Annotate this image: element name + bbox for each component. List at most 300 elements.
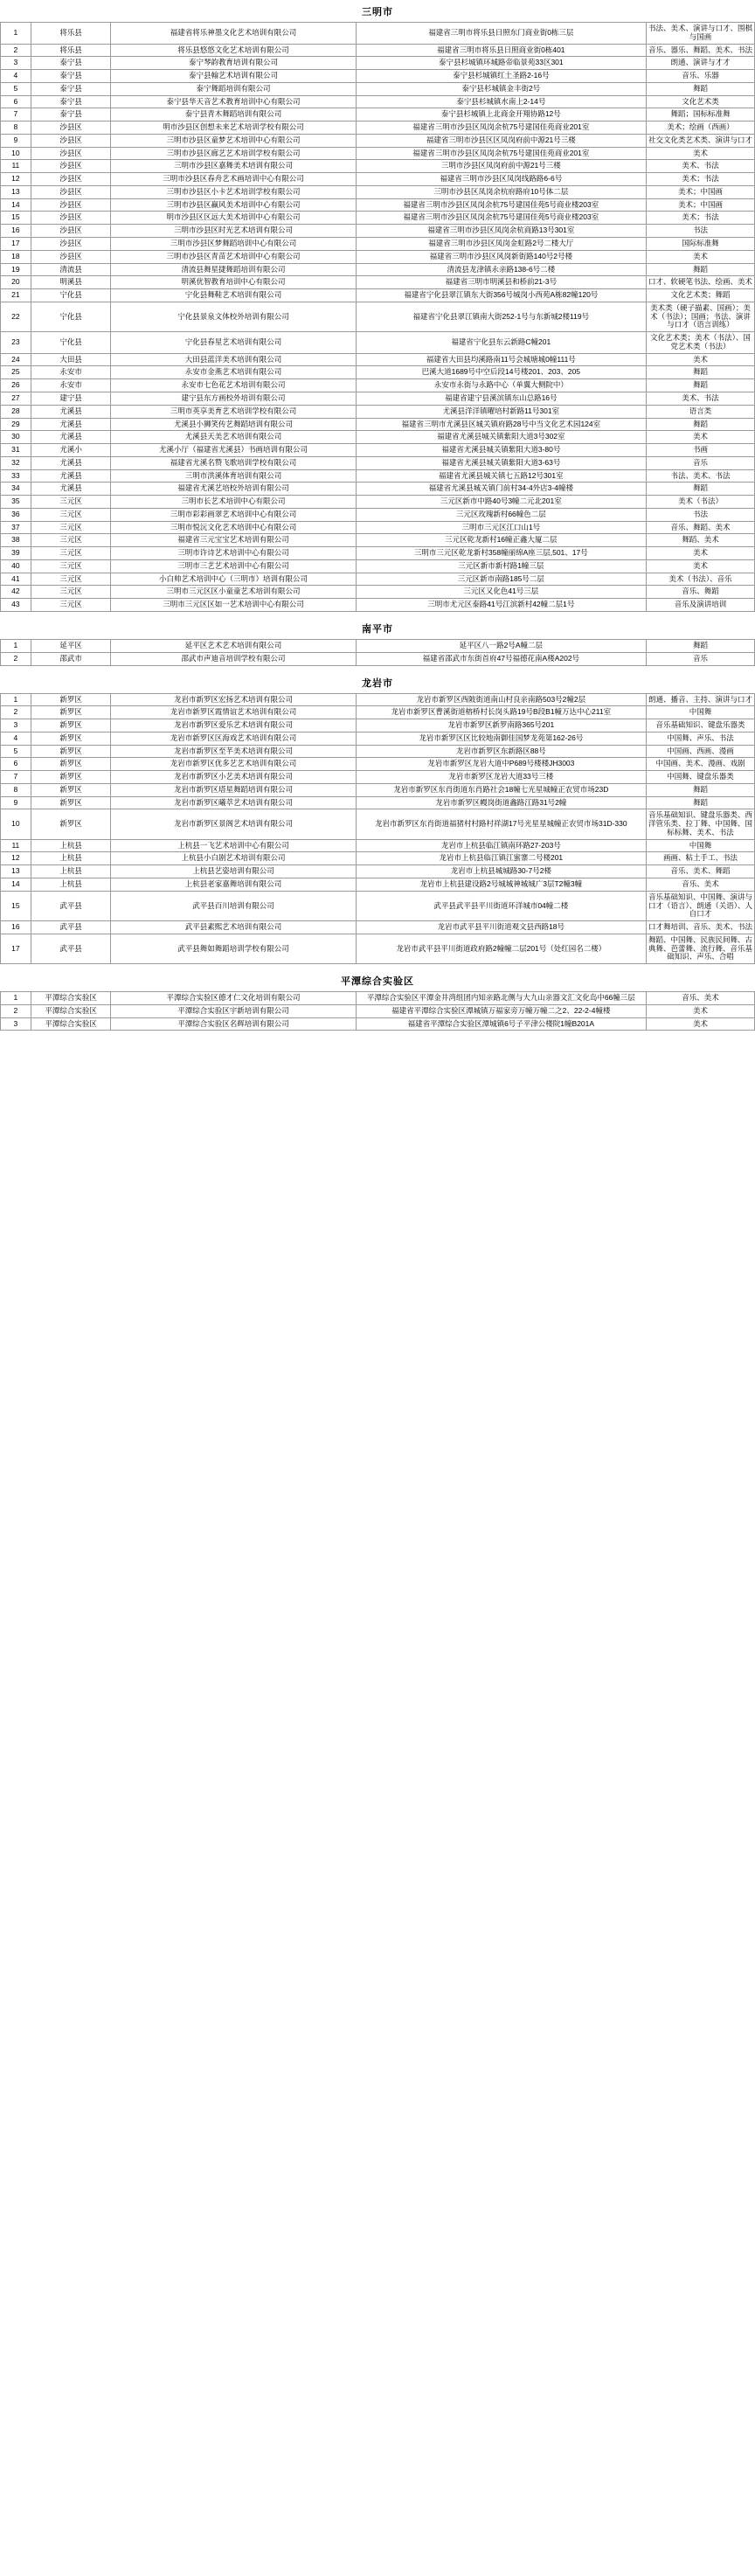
table-cell: 三元区新市新村路1幢三层 [356, 559, 646, 573]
table-cell: 6 [1, 95, 31, 108]
table-cell: 巴溪大道1689号中空后段14号楼201、203、205 [356, 366, 646, 379]
table-cell: 武平县舞如舞蹈培训学校有限公司 [111, 934, 356, 963]
table-cell: 13 [1, 185, 31, 198]
table-cell: 建宁县东方画校外培训有限公司 [111, 392, 356, 405]
table-cell: 尤溪县洋洋镇曜培村新路11号301室 [356, 405, 646, 418]
table-cell: 美术 [646, 547, 754, 560]
table-cell: 龙岩市上杭县城城路30-7号2楼 [356, 865, 646, 878]
table-cell: 6 [1, 758, 31, 771]
table-cell: 泰宁县 [31, 82, 111, 95]
table-cell: 文化艺术类；舞蹈 [646, 289, 754, 302]
institution-table [0, 22, 755, 612]
table-cell: 书法 [646, 225, 754, 238]
table-cell: 32 [1, 456, 31, 469]
table-cell: 新罗区 [31, 783, 111, 796]
table-cell: 三元区 [31, 586, 111, 599]
table-cell: 上杭县小白剧艺术培训有限公司 [111, 852, 356, 865]
table-cell: 尤溪县 [31, 431, 111, 444]
table-cell: 永安市七色花艺术培训有限公司 [111, 379, 356, 392]
table-cell: 3 [1, 719, 31, 733]
table-cell: 16 [1, 225, 31, 238]
table-row [1, 431, 755, 444]
table-row [1, 771, 755, 784]
table-cell: 语言类 [646, 405, 754, 418]
table-cell: 2 [1, 44, 31, 57]
table-cell: 三明市三元区区小童童艺术培训有限公司 [111, 586, 356, 599]
table-cell: 14 [1, 198, 31, 212]
table-cell: 三明市三元区乾龙新村358幢丽绵A座三层,501、17号 [356, 547, 646, 560]
table-cell: 泰宁县杉城镇红土圣路2-16号 [356, 70, 646, 83]
table-cell: 舞蹈；国标标准舞 [646, 108, 754, 122]
table-cell: 美术；绘画（西画） [646, 122, 754, 135]
table-cell: 文化艺术类 [646, 95, 754, 108]
table-cell: 16 [1, 921, 31, 934]
table-cell: 5 [1, 82, 31, 95]
table-cell: 上杭县 [31, 839, 111, 852]
table-cell: 三元区 [31, 508, 111, 521]
table-cell: 龙岩市新罗区龙岩大道33号三楼 [356, 771, 646, 784]
table-cell: 邵武市声迪音培训学校有限公司 [111, 652, 356, 665]
table-cell: 7 [1, 771, 31, 784]
table-row [1, 392, 755, 405]
table-cell: 龙岩市武平县平川街道观文县西路18号 [356, 921, 646, 934]
table-cell: 沙县区 [31, 238, 111, 251]
section-title: 平潭综合实验区 [341, 976, 414, 988]
document-page [0, 0, 755, 1031]
table-cell: 沙县区 [31, 225, 111, 238]
table-row [1, 444, 755, 457]
table-cell: 舞蹈 [646, 418, 754, 431]
table-cell: 三明市三元区区如一艺术培训中心有限公司 [111, 599, 356, 612]
table-cell: 上杭县 [31, 852, 111, 865]
section [0, 617, 755, 666]
table-cell: 延平区艺术艺术培训有限公司 [111, 639, 356, 652]
table-cell: 永安市 [31, 366, 111, 379]
table-cell: 20 [1, 276, 31, 289]
table-cell: 明溪县 [31, 276, 111, 289]
section [0, 671, 755, 965]
table-cell: 12 [1, 173, 31, 186]
section [0, 969, 755, 1031]
table-cell: 平潭综合实验区宇新培训有限公司 [111, 1004, 356, 1017]
table-cell: 39 [1, 547, 31, 560]
table-cell: 33 [1, 469, 31, 483]
table-cell: 福建省三明市沙县区风岗新街路140号2号楼 [356, 250, 646, 263]
table-row [1, 852, 755, 865]
table-cell: 34 [1, 483, 31, 496]
table-cell: 永安市永街与永路中心（单翼大侧院中） [356, 379, 646, 392]
table-cell: 40 [1, 559, 31, 573]
table-cell: 8 [1, 122, 31, 135]
table-cell: 泰宁县 [31, 108, 111, 122]
table-cell: 福建省尤溪名赞飞歌培训学校有限公司 [111, 456, 356, 469]
table-cell: 龙岩市新罗区龙岩大道中P689号楼楼JH3003 [356, 758, 646, 771]
table-cell: 武平县百川培训有限公司 [111, 891, 356, 920]
table-cell: 尤溪县 [31, 483, 111, 496]
table-cell: 三明市沙县区小卡艺术培训学校有限公司 [111, 185, 356, 198]
table-cell: 舞蹈 [646, 639, 754, 652]
table-cell: 明市沙县区创想未来艺术培训学校有限公司 [111, 122, 356, 135]
table-cell: 福建省建宁县溪滨镇东山总路16号 [356, 392, 646, 405]
table-cell: 沙县区 [31, 122, 111, 135]
table-cell: 沙县区 [31, 250, 111, 263]
table-cell: 福建省三明市沙县区凤岗金虹路2号二楼大厅 [356, 238, 646, 251]
table-cell: 5 [1, 745, 31, 758]
table-cell: 17 [1, 238, 31, 251]
table-row [1, 405, 755, 418]
table-cell: 福建省将乐神墨文化艺术培训有限公司 [111, 23, 356, 45]
table-cell: 福建省三明市沙县区凤岗余杭商路13号301室 [356, 225, 646, 238]
table-cell: 泰宁琴韵教育培训有限公司 [111, 57, 356, 70]
table-row [1, 1004, 755, 1017]
table-cell: 三元区又化色41号三层 [356, 586, 646, 599]
table-cell: 龙岩市新罗区小艺美术培训有限公司 [111, 771, 356, 784]
table-cell: 音乐基础知识、键盘乐器类、西洋管乐类、拉丁舞、中国舞、国标标舞、美术、书法 [646, 809, 754, 839]
table-cell: 三明市沙县区时光艺术培训有限公司 [111, 225, 356, 238]
table-cell: 书法 [646, 508, 754, 521]
table-row [1, 732, 755, 745]
table-cell: 1 [1, 992, 31, 1005]
table-cell: 龙岩市上杭县建设路2号城城神城城广3层T2幢3幢 [356, 878, 646, 892]
table-cell: 三明市沙县区春舟艺术画培训中心有限公司 [111, 173, 356, 186]
table-cell: 三明市沙县区凤岗余杭府路府10号体二层 [356, 185, 646, 198]
table-cell: 上杭县老家嘉舞培训有限公司 [111, 878, 356, 892]
table-row [1, 276, 755, 289]
table-cell: 国际标准舞 [646, 238, 754, 251]
table-cell: 画画、粘土手工、书法 [646, 852, 754, 865]
table-cell: 书法、美术、书法 [646, 469, 754, 483]
table-cell: 清流县舞星捷舞蹈培训有限公司 [111, 263, 356, 276]
table-cell: 福建省尤溪县城关镇紫阳大道3号302室 [356, 431, 646, 444]
table-cell: 清流县 [31, 263, 111, 276]
table-cell: 沙县区 [31, 134, 111, 147]
table-cell: 武平县 [31, 921, 111, 934]
table-cell: 沙县区 [31, 147, 111, 160]
table-cell: 尤溪县 [31, 456, 111, 469]
table-cell: 社交文化类艺术类、演讲与口才 [646, 134, 754, 147]
table-cell: 31 [1, 444, 31, 457]
table-row [1, 23, 755, 45]
table-row [1, 263, 755, 276]
table-cell: 三明市悦沅文化艺术培训中心有限公司 [111, 521, 356, 534]
table-cell: 三明市三艺艺术培训中心有限公司 [111, 559, 356, 573]
table-cell: 3 [1, 1017, 31, 1031]
table-cell: 10 [1, 147, 31, 160]
table-cell: 上杭县艺姿培训有限公司 [111, 865, 356, 878]
table-cell: 舞蹈 [646, 263, 754, 276]
table-cell: 延平区 [31, 639, 111, 652]
table-cell: 书法、美术、演讲与口才、围棋与国画 [646, 23, 754, 45]
table-cell: 1 [1, 23, 31, 45]
table-cell: 新罗区 [31, 809, 111, 839]
table-cell: 尤溪小 [31, 444, 111, 457]
table-cell: 中国舞 [646, 706, 754, 719]
table-cell: 22 [1, 302, 31, 331]
table-cell: 舞蹈、中国舞、民族民间舞、古典舞、芭蕾舞、流行舞、音乐基础知识、声乐、合唱 [646, 934, 754, 963]
table-cell: 4 [1, 70, 31, 83]
table-cell: 9 [1, 134, 31, 147]
table-row [1, 639, 755, 652]
table-row [1, 44, 755, 57]
table-cell: 14 [1, 878, 31, 892]
table-cell: 中国画、美术、漫画、戏剧 [646, 758, 754, 771]
table-cell: 龙岩市新罗区优多艺艺术培训有限公司 [111, 758, 356, 771]
table-cell: 宁化县春星艺术培训有限公司 [111, 332, 356, 354]
table-cell: 美术 [646, 1004, 754, 1017]
table-cell: 福建省三明市沙县区凤岗余杭75号建国佳苑5号商业楼203室 [356, 212, 646, 225]
table-cell: 上杭县 [31, 865, 111, 878]
table-cell: 43 [1, 599, 31, 612]
table-cell: 永安市 [31, 379, 111, 392]
section [0, 0, 755, 612]
table-cell: 龙岩市新罗区东新路区88号 [356, 745, 646, 758]
table-cell: 龙岩市新罗区景阁艺术培训有限公司 [111, 809, 356, 839]
table-cell: 美术 [646, 431, 754, 444]
table-cell: 新罗区 [31, 745, 111, 758]
table-cell: 三明市沙县区凤岗府前中源21号三楼 [356, 160, 646, 173]
table-cell: 音乐及演讲培训 [646, 599, 754, 612]
table-cell: 三元区玫瑰新村66幢色二层 [356, 508, 646, 521]
table-row [1, 496, 755, 509]
table-row [1, 559, 755, 573]
table-row [1, 250, 755, 263]
table-cell: 37 [1, 521, 31, 534]
table-cell: 音乐、美术 [646, 878, 754, 892]
table-cell: 新罗区 [31, 719, 111, 733]
table-cell: 三明市许诗艺术培训中心有限公司 [111, 547, 356, 560]
table-cell: 建宁县 [31, 392, 111, 405]
table-cell: 18 [1, 250, 31, 263]
table-cell: 舞蹈 [646, 783, 754, 796]
sections-container [0, 0, 755, 1031]
table-cell: 武平县武平县平川街道环洋城市04幢二楼 [356, 891, 646, 920]
table-cell: 音乐 [646, 652, 754, 665]
table-cell: 福建省三明市将乐县日照商业街0栋401 [356, 44, 646, 57]
table-cell: 福建省平潭综合实验区潭城镇万福家旁万幢万幢二之2、22-2-4幢楼 [356, 1004, 646, 1017]
table-cell: 三明市英享美育艺术培训学校有限公司 [111, 405, 356, 418]
table-cell: 泰宁县杉城镇环城路帝临景苑33区301 [356, 57, 646, 70]
table-cell: 龙岩市新罗区东肖街道东肖路社会18幢七光星城幢正农贸市场23D [356, 783, 646, 796]
table-cell: 小白帅艺术培训中心（三明市）培训有限公司 [111, 573, 356, 586]
table-cell: 新罗区 [31, 732, 111, 745]
table-cell: 美术；中国画 [646, 198, 754, 212]
table-cell: 42 [1, 586, 31, 599]
table-cell: 2 [1, 1004, 31, 1017]
table-cell: 龙岩市新罗区爱乐艺术培训有限公司 [111, 719, 356, 733]
table-cell: 音乐、舞蹈、美术 [646, 521, 754, 534]
table-cell: 美术；书法 [646, 173, 754, 186]
table-cell: 11 [1, 839, 31, 852]
table-cell: 三明市沙县区梦舞蹈培训中心有限公司 [111, 238, 356, 251]
table-row [1, 185, 755, 198]
table-cell: 中国画、西画、漫画 [646, 745, 754, 758]
table-row [1, 469, 755, 483]
table-cell: 泰宁县杉城镇上北商金开翔协路12号 [356, 108, 646, 122]
table-row [1, 238, 755, 251]
table-cell: 美术、书法 [646, 160, 754, 173]
table-cell: 音乐、舞蹈 [646, 586, 754, 599]
table-cell: 27 [1, 392, 31, 405]
table-cell: 明市沙县区区远大美术培训中心有限公司 [111, 212, 356, 225]
table-cell: 新罗区 [31, 771, 111, 784]
table-cell: 永安市金燕艺术培训有限公司 [111, 366, 356, 379]
table-row [1, 57, 755, 70]
table-cell: 尤溪县天美艺术培训有限公司 [111, 431, 356, 444]
table-cell: 28 [1, 405, 31, 418]
table-cell: 龙岩市新罗区新罗南路365号201 [356, 719, 646, 733]
table-cell: 宁化县 [31, 302, 111, 331]
table-cell: 福建省尤溪艺培校外培训有限公司 [111, 483, 356, 496]
table-cell: 龙岩市上杭县临江镇江蜜寨二号楼201 [356, 852, 646, 865]
table-row [1, 82, 755, 95]
table-cell: 12 [1, 852, 31, 865]
table-row [1, 586, 755, 599]
table-row [1, 108, 755, 122]
table-cell: 延平区八一路2号A幢二层 [356, 639, 646, 652]
table-row [1, 745, 755, 758]
table-cell: 平潭综合实验区 [31, 992, 111, 1005]
table-cell: 24 [1, 353, 31, 366]
table-cell: 音乐、器乐、舞蹈、美术、书法 [646, 44, 754, 57]
section-title: 三明市 [362, 7, 393, 17]
table-row [1, 992, 755, 1005]
table-cell: 武平县素熙艺术培训有限公司 [111, 921, 356, 934]
table-cell: 平潭综合实验区平潭金井湾组团内知亲路北侧与大九山亲器文汇文化岛中66幢三层 [356, 992, 646, 1005]
table-cell: 福建省大田县均溪路南11号会城塘城0幢111号 [356, 353, 646, 366]
table-cell: 美术类（硬子描素、国画）；美术（书法）；国画；书法、演讲与口才（语言训练） [646, 302, 754, 331]
table-row [1, 878, 755, 892]
table-row [1, 547, 755, 560]
table-row [1, 783, 755, 796]
table-row [1, 934, 755, 963]
table-cell: 10 [1, 809, 31, 839]
table-cell: 平潭综合实验区德才仁文化培训有限公司 [111, 992, 356, 1005]
table-row [1, 70, 755, 83]
table-cell: 音乐、美术、舞蹈 [646, 865, 754, 878]
table-cell: 邵武市 [31, 652, 111, 665]
table-cell: 明溪优智教育培训中心有限公司 [111, 276, 356, 289]
table-cell: 沙县区 [31, 198, 111, 212]
table-cell: 中国舞、声乐、书法 [646, 732, 754, 745]
section-title: 南平市 [362, 623, 393, 635]
table-cell: 7 [1, 108, 31, 122]
table-cell: 三元区 [31, 547, 111, 560]
institution-table [0, 693, 755, 965]
table-cell: 音乐、美术 [646, 992, 754, 1005]
table-cell: 福建省尤溪县城关镇门前村34-4外店3-4幢楼 [356, 483, 646, 496]
table-cell: 舞蹈 [646, 483, 754, 496]
table-cell: 宁化县舞鞋艺术培训有限公司 [111, 289, 356, 302]
table-cell: 平潭综合实验区 [31, 1004, 111, 1017]
table-cell: 美术（书法） [646, 496, 754, 509]
table-row [1, 456, 755, 469]
table-row [1, 418, 755, 431]
table-cell: 美术；中国画 [646, 185, 754, 198]
table-cell: 龙岩市新罗区至芊美术培训有限公司 [111, 745, 356, 758]
table-cell: 清流县龙津镇永亲路138-6号二楼 [356, 263, 646, 276]
table-cell: 三明市沙县区青苗艺术培训中心有限公司 [111, 250, 356, 263]
table-cell: 35 [1, 496, 31, 509]
table-cell: 美术（书法）、音乐 [646, 573, 754, 586]
institution-table [0, 991, 755, 1031]
table-cell: 平潭综合实验区名辉培训有限公司 [111, 1017, 356, 1031]
table-cell: 尤溪县小狮笑传艺舞蹈培训有限公司 [111, 418, 356, 431]
table-cell: 新罗区 [31, 796, 111, 809]
table-row [1, 865, 755, 878]
table-cell: 泰宁县杉城镇水南上2-14号 [356, 95, 646, 108]
table-cell: 上杭县一飞艺术培训中心有限公司 [111, 839, 356, 852]
table-row [1, 758, 755, 771]
table-cell: 3 [1, 57, 31, 70]
table-cell: 泰宁县华天音艺术教育培训中心有限公司 [111, 95, 356, 108]
table-row [1, 198, 755, 212]
table-row [1, 302, 755, 331]
table-cell: 三明市沙县区赢风美术培训中心有限公司 [111, 198, 356, 212]
table-row [1, 693, 755, 706]
table-cell: 音乐 [646, 456, 754, 469]
table-cell: 新罗区 [31, 758, 111, 771]
table-cell: 福建省三元宝宝艺术培训有限公司 [111, 534, 356, 547]
table-row [1, 534, 755, 547]
table-row [1, 521, 755, 534]
table-cell: 美术 [646, 559, 754, 573]
table-cell: 朗通、播音、主持、演讲与口才 [646, 693, 754, 706]
table-cell: 龙岩市新罗区曹溪街道榕桥村长岗头路19号B段B1幢万达中心211室 [356, 706, 646, 719]
table-cell: 中国舞 [646, 839, 754, 852]
section-title: 龙岩市 [362, 677, 393, 689]
table-cell: 福建省宁化县东云新路C幢201 [356, 332, 646, 354]
table-cell: 龙岩市新罗区曦萃艺术培训有限公司 [111, 796, 356, 809]
table-cell: 音乐基础知识、键盘乐器类 [646, 719, 754, 733]
table-cell: 美术 [646, 353, 754, 366]
table-cell: 泰宁县 [31, 95, 111, 108]
table-cell: 龙岩市新罗区东肖街道福猪村村路村祥湖17号光星星城幢正农贸市场31D-330 [356, 809, 646, 839]
table-cell: 龙岩市武平县平川街道政府路2幢幢二层201号（处红园名二楼） [356, 934, 646, 963]
table-cell: 三元区 [31, 521, 111, 534]
table-cell: 美术、书法 [646, 392, 754, 405]
table-cell: 龙岩市新罗区幔岗街道鑫路江路31号2幢 [356, 796, 646, 809]
table-cell: 美术；书法 [646, 212, 754, 225]
table-cell: 9 [1, 796, 31, 809]
table-cell: 朗通、演讲与才才 [646, 57, 754, 70]
table-cell: 福建省尤溪县城关镇紫阳大道3-63号 [356, 456, 646, 469]
table-cell: 福建省邵武市东街首府47号福德花南A楼A202号 [356, 652, 646, 665]
table-cell: 尤溪小厅（福建省尤溪县）书画培训有限公司 [111, 444, 356, 457]
table-cell: 新罗区 [31, 706, 111, 719]
table-cell: 19 [1, 263, 31, 276]
table-cell: 福建省三明市沙县区凤岗余杭75号建国佳苑5号商业楼203室 [356, 198, 646, 212]
table-cell: 三元区 [31, 496, 111, 509]
table-row [1, 1017, 755, 1031]
table-cell: 21 [1, 289, 31, 302]
table-cell: 2 [1, 652, 31, 665]
table-cell: 三元区新市南路185号二层 [356, 573, 646, 586]
table-cell: 龙岩市新罗区西陂街道南山村良亲南路503号2幢2层 [356, 693, 646, 706]
table-cell: 福建省三明市明溪县和桥前21-3号 [356, 276, 646, 289]
table-cell: 4 [1, 732, 31, 745]
table-cell: 沙县区 [31, 160, 111, 173]
table-cell: 沙县区 [31, 173, 111, 186]
table-row [1, 483, 755, 496]
table-row [1, 891, 755, 920]
table-cell: 口才舞培训、音乐、美术、书法 [646, 921, 754, 934]
table-row [1, 134, 755, 147]
table-row [1, 508, 755, 521]
table-cell: 尤溪县 [31, 405, 111, 418]
table-cell: 尤溪县 [31, 469, 111, 483]
table-cell: 龙岩市新罗区塔星舞蹈培训有限公司 [111, 783, 356, 796]
table-cell: 将乐县 [31, 23, 111, 45]
